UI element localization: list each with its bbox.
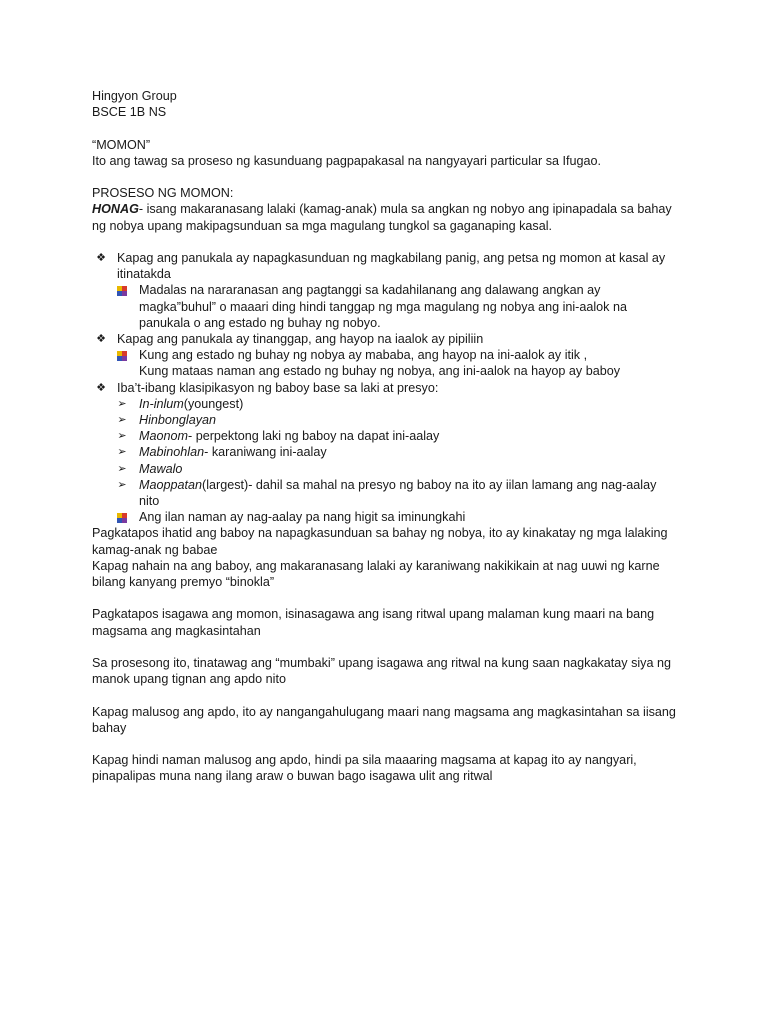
spacer: [92, 639, 678, 655]
classification-desc: (youngest): [183, 396, 244, 411]
diamond-bullet-icon: ❖: [96, 333, 106, 345]
spacer: [92, 590, 678, 606]
intro-text: Ito ang tawag sa proseso ng kasunduang pagpapakasal na nangyayari particular sa Ifugao.: [92, 153, 602, 168]
classification-name: Mabinohlan: [139, 445, 205, 460]
arrow-bullet-icon: ➢: [117, 446, 127, 459]
document-body: [92, 88, 678, 785]
spacer: [92, 736, 678, 752]
classification-desc: (largest)- dahil sa mahal na presyo ng baboy na ito ay iilan lamang ang nag-aalay nito: [139, 477, 657, 509]
arrow-bullet-icon: ➢: [117, 397, 127, 410]
classification-name: Mawalo: [139, 461, 183, 476]
classification-name: In-inlum: [139, 396, 184, 411]
bullet-text: Iba’t-ibang klasipikasyon ng baboy base sa laki at presyo:: [117, 380, 439, 395]
spacer: [92, 687, 678, 703]
arrow-bullet-icon: ➢: [117, 478, 127, 491]
sub-bullet-continuation: [92, 363, 678, 379]
paragraph: Sa prosesong ito, tinatawag ang “mumbaki” upang isagawa ang ritwal na kung saan nagkakatay siya ng manok upang tignan ang apdo nito: [92, 656, 671, 687]
classification-item: [92, 477, 678, 509]
arrow-bullet-icon: ➢: [117, 430, 127, 443]
arrow-bullet-icon: ➢: [117, 462, 127, 475]
sub-bullet-item: [92, 347, 678, 363]
classification-name: Maonom: [139, 429, 188, 444]
classification-desc: - karaniwang ini-aalay: [204, 445, 327, 460]
paragraph: Kapag hindi naman malusog ang apdo, hindi pa sila maaaring magsama at kapag ito ay nangyari, pinapalipas muna nang ilang araw o buwan bago isagawa ulit ang ritwal: [92, 753, 637, 784]
sub-bullet-text: Ang ilan naman ay nag-aalay pa nang higit sa iminungkahi: [139, 510, 466, 525]
bullet-item: [92, 380, 678, 396]
group-name: Hingyon Group: [92, 89, 177, 103]
classification-item: [92, 444, 678, 460]
paragraph: Pagkatapos ihatid ang baboy na napagkasunduan sa bahay ng nobya, ito ay kinakatay ng mga lalaking kamag-anak ng babae: [92, 526, 668, 557]
four-color-square-bullet-icon: [116, 347, 128, 363]
paragraph: Kapag malusog ang apdo, ito ay nangangahulugang maari nang magsama ang magkasintahan sa iisang bahay: [92, 704, 676, 735]
spacer: [92, 169, 678, 185]
paragraph: Kapag nahain na ang baboy, ang makaranasang lalaki ay karaniwang nakikikain at nag uuwi ng karne bilang kanyang premyo “binokla”: [92, 558, 660, 590]
bullet-item: [92, 331, 678, 347]
four-color-square-bullet-icon: [116, 509, 128, 525]
bullet-text: Kapag ang panukala ay tinanggap, ang hayop na iaalok ay pipiliin: [117, 332, 484, 346]
sub-bullet-text: Madalas na nararanasan ang pagtanggi sa kadahilanang ang dalawang angkan ay magka”buhul” o maaari ding hindi tanggap ng mga magulang ng nobya ang ini-aalok na panukala o ang estado ng buhay ng nobyo.: [139, 283, 627, 330]
paragraph: Pagkatapos isagawa ang momon, isinasagawa ang isang ritwal upang malaman kung maari na bang magsama ang magkasintahan: [92, 607, 655, 638]
diamond-bullet-icon: ❖: [96, 251, 106, 264]
honag-text: - isang makaranasang lalaki (kamag-anak) mula sa angkan ng nobyo ang ipinapadala sa bahay ng nobya upang makipagsunduan sa mga magulang tungkol sa gaganaping kasal.: [92, 202, 672, 233]
honag-definition: [92, 201, 678, 233]
classification-name: Maoppatan: [139, 477, 203, 492]
class-section: BSCE 1B NS: [92, 105, 167, 120]
sub-bullet-item: [92, 282, 678, 331]
classification-name: Hinbonglayan: [139, 413, 217, 428]
bullet-item: [92, 250, 678, 282]
sub-bullet-item: [92, 509, 678, 525]
spacer: [92, 120, 678, 136]
classification-desc: - perpektong laki ng baboy na dapat ini-aalay: [188, 429, 440, 444]
four-color-square-bullet-icon: [116, 282, 128, 298]
sub-bullet-text: Kung mataas naman ang estado ng buhay ng nobya, ang ini-aalok na hayop ay baboy: [139, 364, 621, 379]
document-title: “MOMON”: [92, 137, 151, 152]
spacer: [92, 234, 678, 250]
bullet-text: Kapag ang panukala ay napagkasunduan ng magkabilang panig, ang petsa ng momon at kasal ay itinatakda: [117, 250, 666, 282]
classification-item: [92, 412, 678, 428]
classification-item: [92, 428, 678, 444]
diamond-bullet-icon: ❖: [96, 381, 106, 394]
classification-item: [92, 461, 678, 477]
sub-bullet-text: Kung ang estado ng buhay ng nobya ay mababa, ang hayop na ini-aalok ay itik ,: [139, 348, 588, 363]
arrow-bullet-icon: ➢: [117, 414, 127, 427]
proseso-heading: PROSESO NG MOMON:: [92, 186, 234, 201]
classification-item: [92, 396, 678, 412]
honag-term: HONAG: [92, 202, 139, 217]
